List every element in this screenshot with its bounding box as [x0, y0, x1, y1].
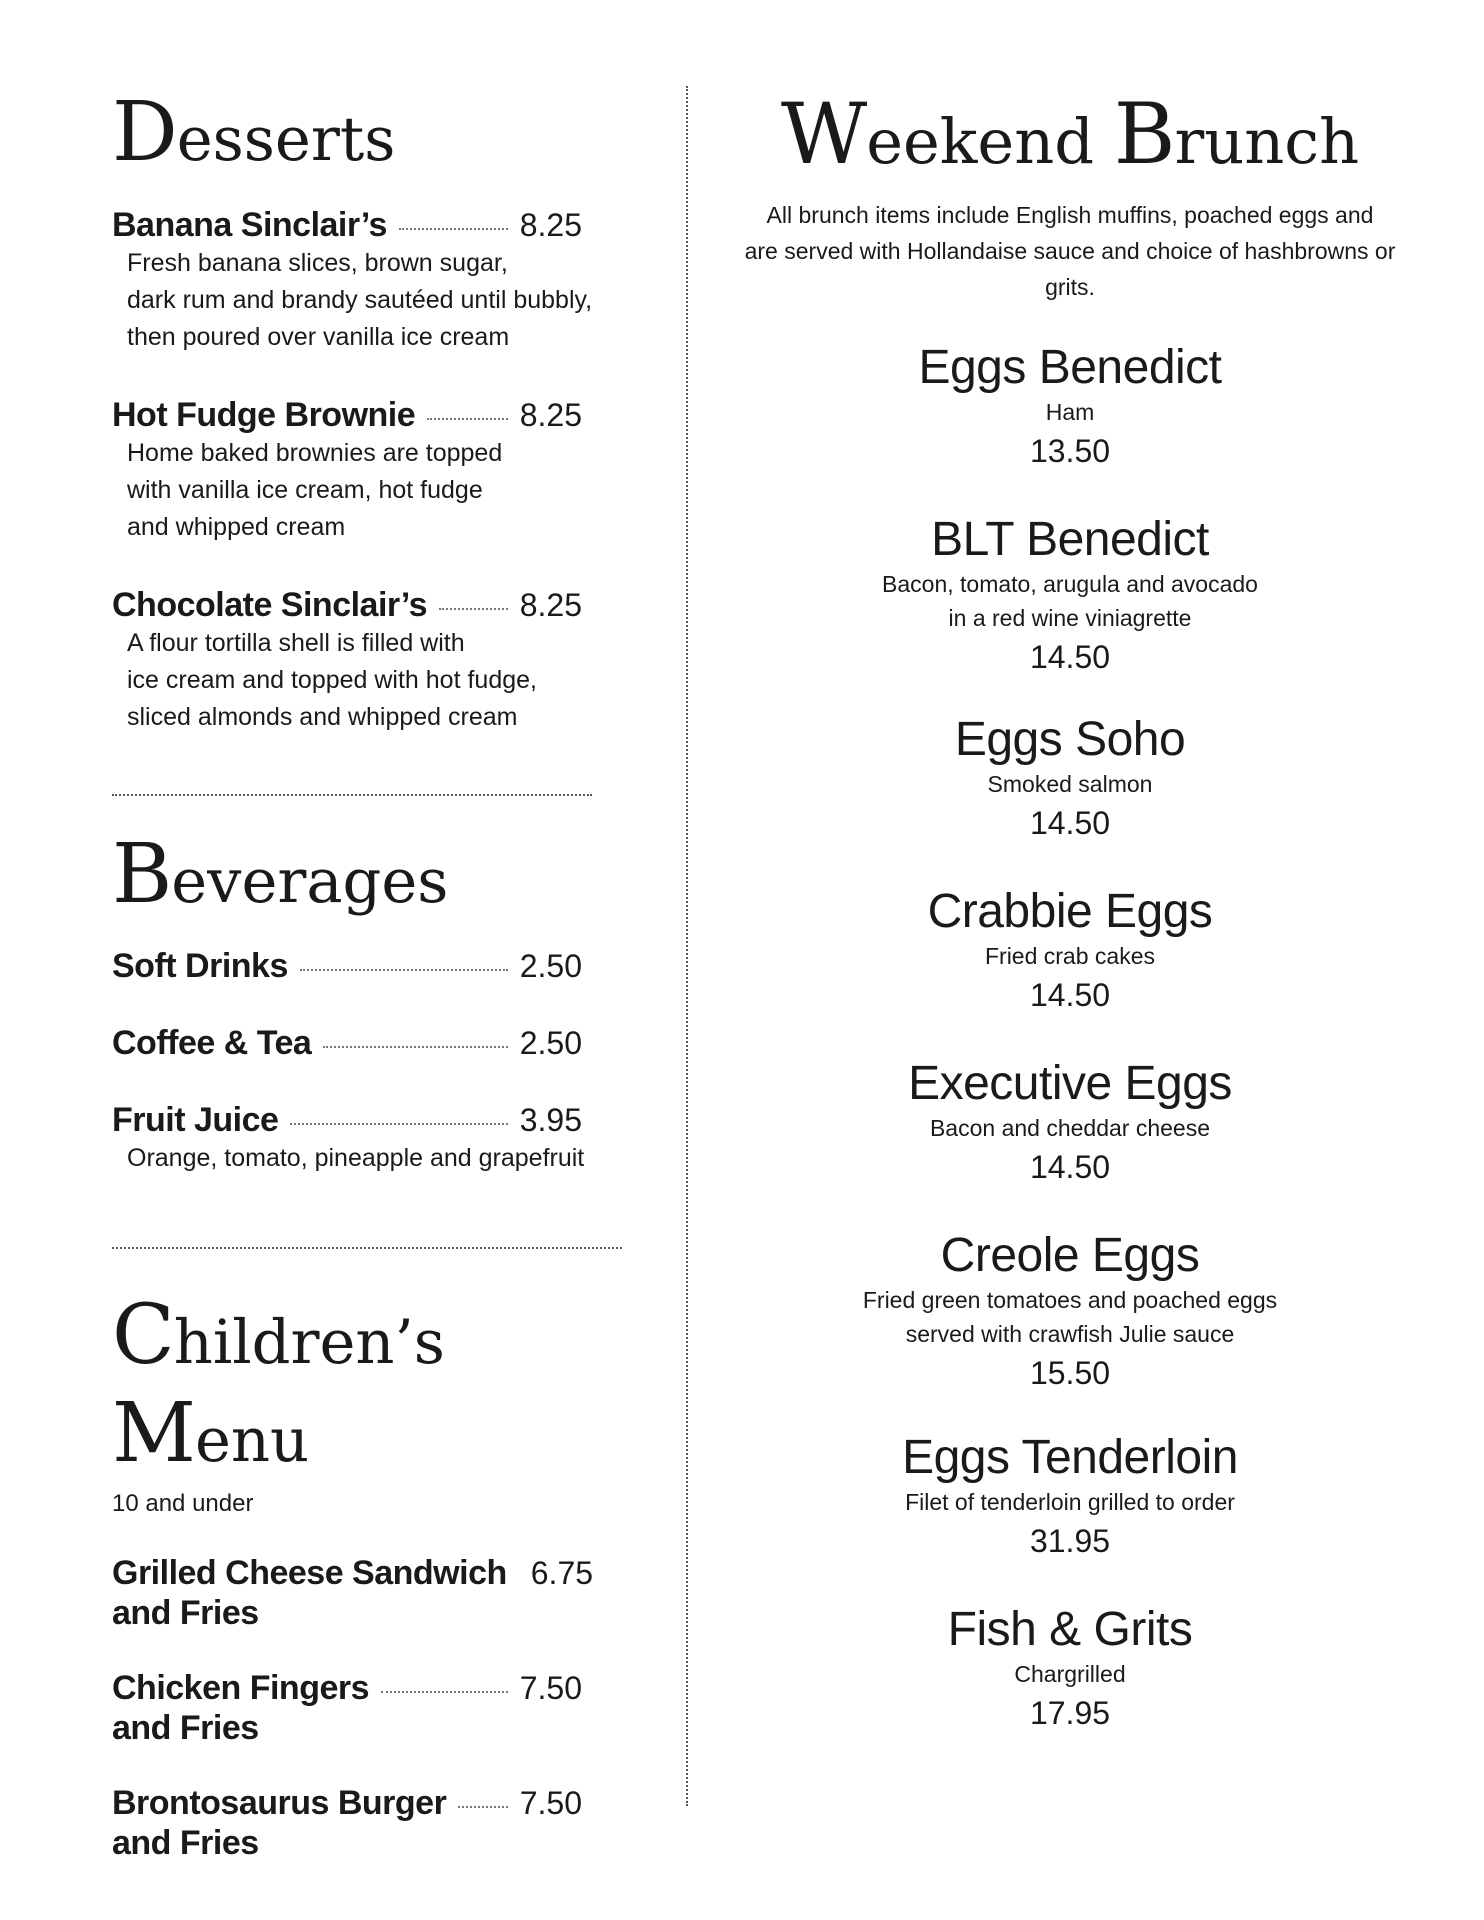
item-description: Ham [1045, 398, 1095, 425]
desc-line: and whipped cream [127, 513, 346, 542]
beverages-title-rest: everages [171, 847, 449, 918]
menu-item-chicken-fingers [112, 1669, 632, 1748]
beverages-title [112, 826, 632, 924]
item-description: Fried green tomatoes and poached eggs [862, 1286, 1278, 1313]
leader-dots [290, 1123, 507, 1125]
left-column [112, 80, 632, 1863]
brunch-item-fish-grits [740, 1603, 1400, 1735]
item-price: 17.95 [1029, 1694, 1111, 1731]
desc-line: with vanilla ice cream, hot fudge [127, 476, 483, 505]
menu-item-banana-sinclairs [112, 206, 632, 356]
item-description: Orange, tomato, pineapple and grapefruit [127, 1143, 585, 1172]
item-description: Bacon and cheddar cheese [929, 1114, 1211, 1141]
item-description: Chargrilled [1014, 1660, 1126, 1687]
childrens-title-mid: hildren’s [173, 1307, 445, 1378]
item-price: 14.50 [1029, 638, 1111, 675]
brunch-item-crabbie-eggs [740, 885, 1400, 1017]
brunch-intro [740, 197, 1400, 305]
brunch-item-executive-eggs [740, 1057, 1400, 1189]
leader-dots [427, 418, 508, 420]
right-column [740, 80, 1400, 1735]
item-name: Creole Eggs [940, 1228, 1200, 1282]
item-price: 7.50 [519, 1669, 582, 1706]
item-price: 31.95 [1029, 1522, 1111, 1559]
item-description [127, 625, 632, 736]
age-note: 10 and under [112, 1489, 254, 1517]
desc-line: A flour tortilla shell is filled with [127, 629, 465, 658]
desc-line: sliced almonds and whipped cream [127, 703, 518, 732]
brunch-item-eggs-soho [740, 713, 1400, 845]
item-description [127, 245, 632, 356]
item-price: 14.50 [1029, 1148, 1111, 1185]
desserts-title-initial: D [112, 85, 177, 180]
item-price: 14.50 [1029, 804, 1111, 841]
intro-line: are served with Hollandaise sauce and choice of hashbrowns or grits. [744, 237, 1396, 300]
item-description: Smoked salmon [987, 770, 1153, 797]
brunch-title-w-rest: eekend [866, 105, 1114, 178]
leader-dots [381, 1691, 508, 1693]
desserts-title [112, 84, 632, 182]
item-name: Chocolate Sinclair’s [112, 586, 427, 625]
item-price: 2.50 [519, 1024, 582, 1061]
weekend-brunch-title [740, 84, 1400, 185]
item-name: BLT Benedict [931, 512, 1209, 566]
beverages-title-initial: B [112, 827, 172, 923]
desc-line: then poured over vanilla ice cream [127, 323, 510, 352]
item-description: Bacon, tomato, arugula and avocado [882, 570, 1258, 597]
item-name: Fish & Grits [947, 1602, 1193, 1656]
item-name: Coffee & Tea [112, 1023, 312, 1062]
item-name: Crabbie Eggs [927, 884, 1213, 938]
desserts-title-rest: esserts [176, 105, 396, 175]
desc-line: ice cream and topped with hot fudge, [127, 666, 537, 695]
menu-item-brontosaurus-burger [112, 1784, 632, 1863]
item-price: 8.25 [519, 397, 582, 434]
section-divider [112, 794, 592, 796]
brunch-title-b: B [1113, 85, 1175, 183]
brunch-item-eggs-benedict [740, 341, 1400, 473]
item-description: served with crawfish Julie sauce [905, 1320, 1235, 1347]
leader-dots [439, 608, 508, 610]
column-divider [686, 86, 688, 1806]
item-description: Fried crab cakes [984, 942, 1155, 969]
item-name: Banana Sinclair’s [112, 206, 387, 245]
menu-item-hot-fudge-brownie [112, 396, 632, 546]
item-price: 6.75 [530, 1554, 594, 1591]
item-name: Eggs Tenderloin [902, 1430, 1238, 1484]
item-name: Hot Fudge Brownie [112, 396, 416, 435]
menu-item-soft-drinks [112, 947, 632, 986]
desc-line: Fresh banana slices, brown sugar, [127, 249, 508, 278]
item-name: Eggs Benedict [918, 340, 1222, 394]
item-subtitle: and Fries [112, 1823, 259, 1862]
item-name: Executive Eggs [908, 1056, 1232, 1110]
desc-line: dark rum and brandy sautéed until bubbly, [127, 286, 593, 315]
item-price: 3.95 [519, 1101, 582, 1138]
intro-line: All brunch items include English muffins, poached eggs and [766, 201, 1374, 228]
item-price: 2.50 [519, 947, 582, 984]
menu-item-coffee-tea [112, 1024, 632, 1063]
brunch-item-blt-benedict [740, 513, 1400, 679]
leader-dots [300, 969, 508, 971]
item-name: Chicken Fingers [112, 1668, 370, 1707]
item-name: Brontosaurus Burger [112, 1783, 447, 1822]
item-name: Eggs Soho [954, 712, 1186, 766]
childrens-title-m: M [112, 1386, 195, 1482]
childrens-title-initial: C [112, 1287, 174, 1383]
leader-dots [458, 1806, 507, 1808]
childrens-title-rest: enu [194, 1406, 310, 1477]
item-price: 14.50 [1029, 976, 1111, 1013]
item-subtitle: and Fries [112, 1708, 259, 1747]
item-subtitle: and Fries [112, 1593, 259, 1632]
childrens-menu-title [112, 1287, 632, 1484]
brunch-item-eggs-tenderloin [740, 1431, 1400, 1563]
leader-dots [323, 1046, 507, 1048]
item-description [127, 435, 632, 546]
item-price: 13.50 [1029, 432, 1111, 469]
item-price: 8.25 [519, 587, 582, 624]
item-description: Filet of tenderloin grilled to order [905, 1488, 1235, 1515]
item-name: Soft Drinks [112, 946, 288, 985]
brunch-item-creole-eggs [740, 1229, 1400, 1395]
item-description: in a red wine viniagrette [948, 604, 1192, 631]
brunch-title-b-rest: runch [1174, 105, 1360, 178]
item-name: Grilled Cheese Sandwich [112, 1553, 507, 1592]
leader-dots [399, 228, 508, 230]
item-price: 7.50 [519, 1784, 582, 1821]
brunch-title-w: W [780, 85, 867, 183]
section-divider [112, 1247, 622, 1249]
item-price: 8.25 [519, 207, 582, 244]
menu-item-fruit-juice [112, 1101, 632, 1177]
menu-item-chocolate-sinclairs [112, 586, 632, 736]
menu-item-grilled-cheese [112, 1554, 632, 1633]
item-price: 15.50 [1029, 1354, 1111, 1391]
item-name: Fruit Juice [112, 1100, 279, 1139]
desc-line: Home baked brownies are topped [127, 439, 503, 468]
